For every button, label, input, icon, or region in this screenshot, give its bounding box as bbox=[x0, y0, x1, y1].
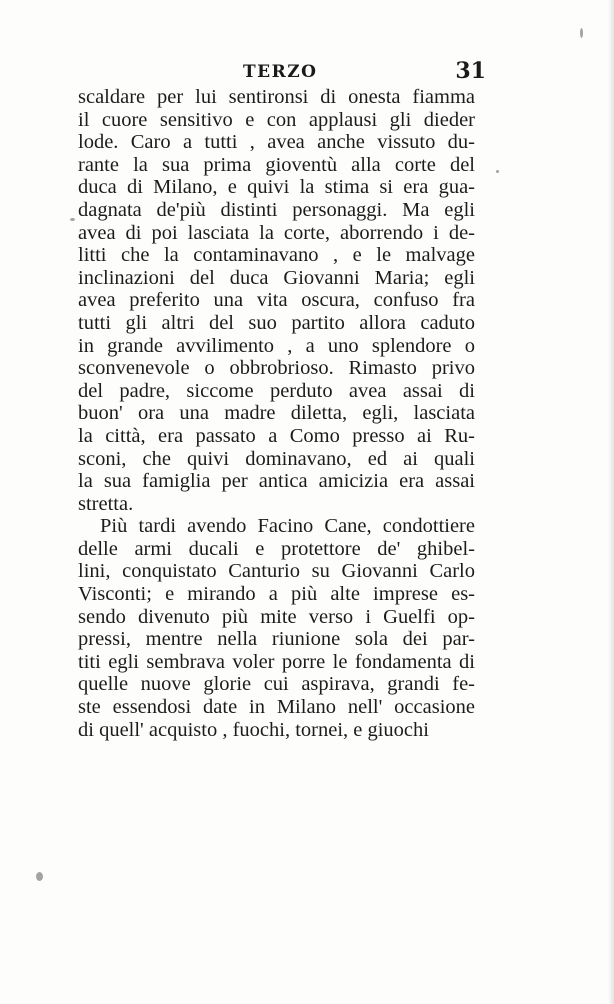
paragraph-1 bbox=[78, 86, 475, 515]
text-line: tutti gli altri del suo partito allora caduto bbox=[78, 311, 475, 334]
text-line: dagnata de'più distinti personaggi. Ma egli bbox=[78, 198, 475, 221]
text-line: sconvenevole o obbrobrioso. Rimasto privo bbox=[78, 357, 475, 380]
ink-speck bbox=[580, 28, 583, 38]
text-line: la città, era passato a Como presso ai Ru- bbox=[78, 424, 475, 447]
text-block bbox=[78, 86, 475, 741]
text-line: in grande avvilimento , a uno splendore o bbox=[78, 334, 475, 357]
text-line: avea di poi lasciata la corte, aborrendo i de- bbox=[78, 221, 475, 244]
page-edge-shadow bbox=[608, 0, 614, 1004]
text-line: ste essendosi date in Milano nell' occasione bbox=[78, 696, 475, 719]
running-head bbox=[78, 58, 486, 86]
text-line: pressi, mentre nella riunione sola dei par- bbox=[78, 628, 475, 651]
text-line: la sua famiglia per antica amicizia era assai bbox=[78, 470, 475, 493]
text-line: scaldare per lui sentironsi di onesta fiamma bbox=[78, 86, 475, 108]
page-number: 31 bbox=[455, 58, 486, 84]
text-line: lini, conquistato Canturio su Giovanni Carlo bbox=[78, 560, 475, 583]
text-line: Visconti; e mirando a più alte imprese es- bbox=[78, 583, 475, 606]
text-line: stretta. bbox=[78, 492, 134, 515]
running-title: TERZO bbox=[243, 62, 318, 82]
text-line: lode. Caro a tutti , avea anche vissuto du- bbox=[78, 131, 475, 154]
text-line: Più tardi avendo Facino Cane, condottiere bbox=[100, 515, 475, 538]
text-line: quelle nuove glorie cui aspirava, grandi fe- bbox=[78, 673, 475, 696]
text-line: titi egli sembrava voler porre le fondamenta di bbox=[78, 650, 475, 673]
text-line: avea preferito una vita oscura, confuso fra bbox=[78, 289, 475, 312]
text-line: inclinazioni del duca Giovanni Maria; egli bbox=[78, 266, 475, 289]
text-line: duca di Milano, e quivi la stima si era gua- bbox=[78, 176, 475, 199]
text-line: il cuore sensitivo e con applausi gli dieder bbox=[78, 108, 475, 131]
text-line: sconi, che quivi dominavano, ed ai quali bbox=[78, 447, 475, 470]
text-line: di quell' acquisto , fuochi, tornei, e giuochi bbox=[78, 718, 429, 741]
text-line: sendo divenuto più mite verso i Guelfi op- bbox=[78, 605, 475, 628]
text-line: rante la sua prima gioventù alla corte del bbox=[78, 153, 475, 176]
ink-speck bbox=[70, 218, 75, 221]
ink-speck bbox=[36, 872, 43, 881]
text-line: litti che la contaminavano , e le malvage bbox=[78, 244, 475, 267]
text-line: buon' ora una madre diletta, egli, lasciata bbox=[78, 402, 475, 425]
ink-speck bbox=[496, 170, 499, 173]
text-line: del padre, siccome perduto avea assai di bbox=[78, 379, 475, 402]
paragraph-2 bbox=[78, 515, 475, 741]
text-line: delle armi ducali e protettore de' ghibel- bbox=[78, 537, 475, 560]
